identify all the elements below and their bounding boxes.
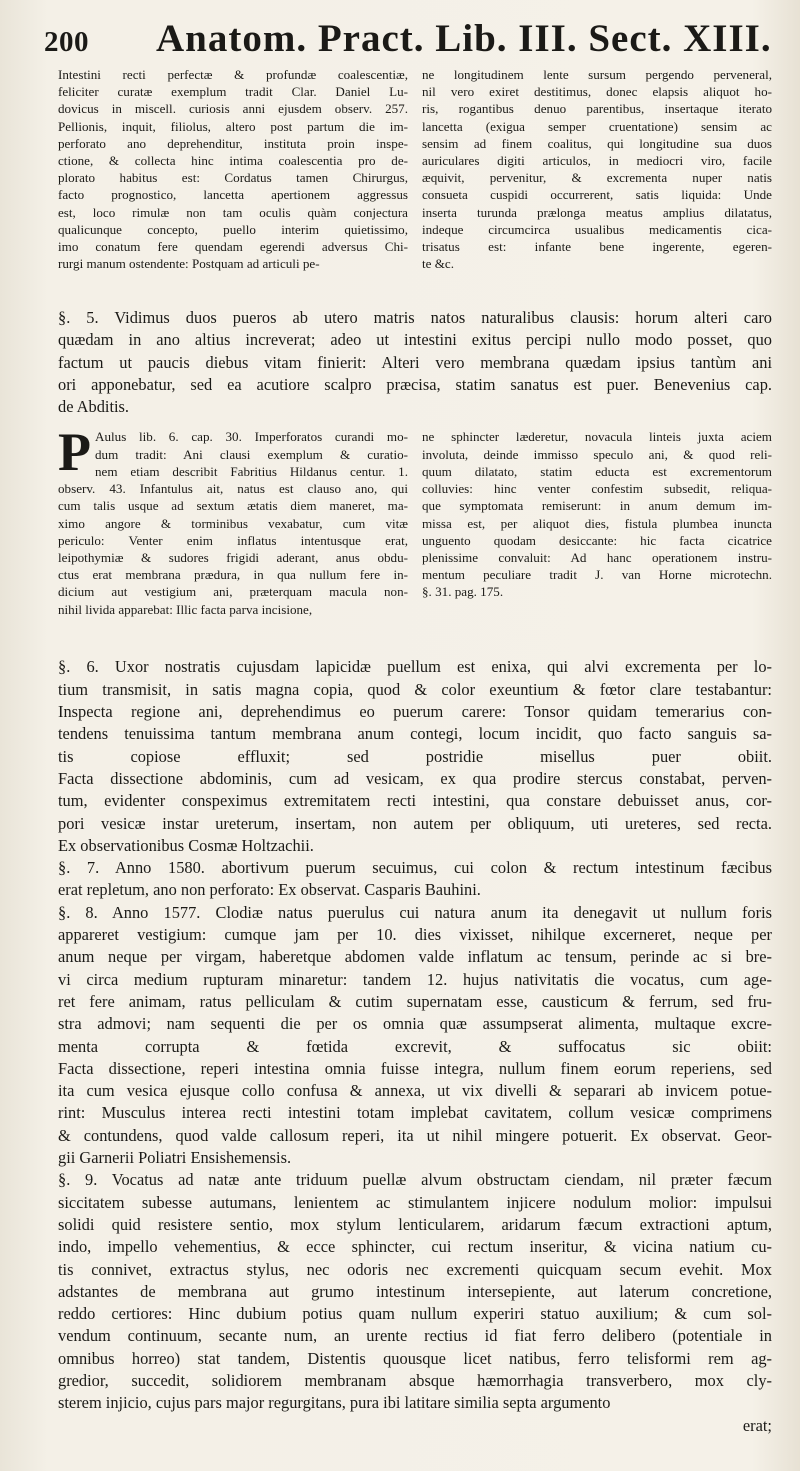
text-line: anum neque per virgam, haberetque abdomen valde inflatum ac tensum, perinde ac si bre- [58, 947, 772, 967]
text-line: quum dilatato, statim educta est excrementorum [422, 463, 772, 479]
text-line: involuta, deinde immisso speculo ani, & quod reli- [422, 446, 772, 462]
text-line: §. 9. Vocatus ad natæ ante triduum puellæ alvum obstructam ciendam, nil præter fæcum [58, 1170, 772, 1190]
text-line: dum tradit: Ani clausi exemplum & curatio- [95, 446, 408, 462]
text-line: menta corrupta & fœtida excrevit, & suffocatus sic obiit: [58, 1036, 772, 1056]
text-line: Facta dissectione, reperi intestina omnia fuisse integra, nullum finem eorum reperiens, sed [58, 1058, 772, 1078]
text-line: tis connivet, extractus stylus, nec odoris nec excrementi quicquam secum evehit. Mox [58, 1259, 772, 1279]
text-line: inserta turunda prælonga meatus amplius dilatatus, [422, 204, 772, 220]
text-line: factum ut paucis diebus vitam finierit: Alteri vero membrana quædam ipsius tantùm ani [58, 352, 772, 372]
text-line: gii Garnerii Poliatri Ensishemensis. [58, 1148, 292, 1168]
text-line: plorato habitus est: Cordatus tamen Chirurgus, [58, 170, 408, 186]
text-line: quædam in ano altius increverat; adeo ut intestini exitus percipi nullo modo posset, quo [58, 330, 772, 350]
text-line: ori apponebatur, sed ea acutiore scalpro præcisa, statim sanatus est puer. Benevenius cap. [58, 374, 772, 394]
section-9 [58, 1169, 772, 1414]
text-line: mentum peculiare tradit J. van Horne microtechn. [422, 567, 772, 583]
text-line: rint: Musculus interea recti intestini totam implebat cavitatem, collum vesicæ comprimens [58, 1103, 772, 1123]
text-line: nem etiam describit Fabritius Hildanus centur. 1. [95, 463, 408, 479]
text-line: tendens tenuissima tantum membrana anum contegi, locum incidit, quo facto sanguis sa- [58, 724, 772, 744]
text-line: lancetta (exigua semper cruentatione) sensim ac [422, 118, 772, 134]
text-line: dovicus in miscell. curiosis anni ejusdem observ. 257. [58, 101, 408, 117]
text-line: te &c. [422, 256, 454, 272]
text-line: erat repletum, ano non perforato: Ex observat. Casparis Bauhini. [58, 880, 481, 900]
text-line: nil vero exiret destitimus, donec elapsis aliquot ho- [422, 84, 772, 100]
text-line: tum, evidenter conspeximus extremitatem recti intestini, qua constare debuisset anus, cor- [58, 791, 772, 811]
text-line: ctus erat membrana prædura, in qua nullum fere in- [58, 567, 408, 583]
text-line: omnibus horreo) stat tandem, Distentis quousque licet natibus, ferro telisformi rem ag- [58, 1348, 772, 1368]
column-right [422, 428, 772, 646]
column-right [422, 66, 772, 301]
text-line: de Abditis. [58, 397, 130, 417]
text-line: ita cum vesica ejusque collo confusa & annexa, ut vix divelli & separari ab invicem potue- [58, 1081, 772, 1101]
text-line: indeque circumcirca usualibus medicamentis cica- [422, 221, 772, 237]
text-line: ne longitudinem lente sursum pergendo perveneral, [422, 67, 772, 82]
text-line: vi circa medium rupturam minaretur: tandem 12. hujus nativitatis die vocatus, cum age- [58, 969, 772, 989]
text-line: est, loco rimulæ non tam oculis quàm conjectura [58, 204, 408, 220]
text-line: appareret vestigium: cumque jam per 10. dies vixisset, nihilque excerneret, neque per [58, 925, 772, 945]
text-line: §. 31. pag. 175. [422, 584, 504, 600]
text-line: periculo: Venter enim inflatus intentusque erat, [58, 532, 408, 548]
catchword: erat; [742, 1415, 772, 1435]
page-number: 200 [44, 26, 89, 58]
text-line: sterem injicio, cujus pars major regurgitans, pura ibi latitare similia septa argumento [58, 1393, 611, 1413]
text-line: leipothymiæ & sudores frigidi aderant, anus obdu- [58, 549, 408, 565]
page-body [58, 66, 772, 1437]
text-line: cum talis usque ad sextum ætatis diem maneret, ma- [58, 498, 408, 514]
text-line: Ex observationibus Cosmæ Holtzachii. [58, 835, 314, 855]
text-line: §. 6. Uxor nostratis cujusdam lapicidæ puellum est enixa, qui alvi excrementa per lo- [58, 657, 772, 677]
two-column-block-2 [58, 428, 772, 646]
text-line: Intestini recti perfectæ & profundæ coalescentiæ, [58, 67, 408, 82]
column-left [58, 66, 408, 301]
text-line: æquivit, pervenitur, & excrementa nuper natis [422, 170, 772, 186]
drop-cap: P [58, 428, 91, 483]
section-5 [58, 307, 772, 418]
text-line: feliciter curatæ exemplum tradit Clar. Daniel Lu- [58, 84, 408, 100]
page-header [44, 14, 772, 66]
text-line: reddo certiores: Hinc dubium potius quam nullum experiri statuo auxilium; & cum sol- [58, 1304, 772, 1324]
text-line: imo conatum fere quendam egerendi adversus Chi- [58, 239, 408, 255]
text-line: tis copiose effluxit; sed postridie misellus puer obiit. [58, 746, 772, 766]
text-line: rurgi manum ostendente: Postquam ad articuli pe- [58, 256, 320, 272]
text-line: perforato ano deprehenditur, instituta proin inspe- [58, 135, 408, 151]
text-line: ximo angore & torminibus vexabatur, cum vitæ [58, 515, 408, 531]
text-line: Aulus lib. 6. cap. 30. Imperforatos curandi mo- [95, 429, 408, 445]
text-line: que symptomata remiserunt: in anum demum im- [422, 498, 772, 514]
section-6 [58, 656, 772, 857]
text-line: adstantes de membrana aut grumo intestinum intersepiente, aut laterum concretione, [58, 1281, 772, 1301]
text-line: Facta dissectione abdominis, cum ad vesicam, ex qua prodire stercus constabat, perven- [58, 768, 772, 788]
text-line: consueta cuspidi occurrerent, satis liquida: Unde [422, 187, 772, 203]
two-column-block-1 [58, 66, 772, 301]
text-line: §. 7. Anno 1580. abortivum puerum secuimus, cui colon & rectum intestinum fæcibus [58, 858, 772, 878]
text-line: sensim ad finem coalitus, qui longitudine sua duos [422, 135, 772, 151]
text-line: stra admovi; nam sequenti die per os omnia quæ assumpserat alimenta, multaque excre- [58, 1014, 772, 1034]
text-line: solidi quid resistere sentio, mox stylum lenticularem, aridarum fæcum extractioni aptum, [58, 1214, 772, 1234]
text-line: tium transmisit, in satis magna copia, quod & color exeuntium & fœtor clare testabantur: [58, 679, 772, 699]
column-left [58, 428, 408, 646]
text-line: Inspecta regione ani, deprehendimus eo puerum carere: Tonsor quidam temerarius con- [58, 702, 772, 722]
running-head: Anatom. Pract. Lib. III. Sect. XIII. [156, 17, 772, 60]
text-line: Pellionis, inquit, filiolus, altero post partum die im- [58, 118, 408, 134]
text-line: ris, rogantibus denuo parentibus, insertaque iterato [422, 101, 772, 117]
text-line: ctione, & collecta hinc intima coalescentia pro de- [58, 153, 408, 169]
text-line: auriculares digiti articulos, in mediocri viro, facile [422, 153, 772, 169]
section-7 [58, 857, 772, 902]
text-line: facto prognostico, lancetta apertionem aggressus [58, 187, 408, 203]
text-line: ret fere animam, ratus pelliculam & cutim supernatam esse, causticum & ferrum, sed fru- [58, 991, 772, 1011]
text-line: indo, impello vehementius, & ecce sphincter, cui rectum inseritur, & vicina natium cu- [58, 1237, 772, 1257]
text-line: pori vesicæ instar ureterum, insertam, non autem per obliquum, uti ureteres, sed recta. [58, 813, 772, 833]
text-line: vendum continuum, secante num, an urente rectius id fiat ferro delibero (potentiale in [58, 1326, 772, 1346]
text-line: qualicunque concepto, puello interim quietissimo, [58, 221, 408, 237]
text-line: missa est, per aliquot dies, fistula plumbea inuncta [422, 515, 772, 531]
text-line: plenissime convaluit: Ad hanc operationem instru- [422, 549, 772, 565]
text-line: colluvies: hinc venter confestim subsedit, reliqua- [422, 481, 772, 497]
text-line: §. 5. Vidimus duos pueros ab utero matris natos naturalibus clausis: horum alteri caro [58, 308, 772, 327]
text-line: unguento quodam desiccante: hic facta cicatrice [422, 532, 772, 548]
text-line: observ. 43. Infantulus ait, natus est clauso ano, qui [58, 481, 408, 497]
text-line: §. 8. Anno 1577. Clodiæ natus puerulus cui natura anum ita denegavit ut nullum foris [58, 902, 772, 922]
catchword-row [58, 1415, 772, 1437]
text-line: gredior, succedit, solidiorem membranam absque hæmorrhagia transverbero, mox cly- [58, 1370, 772, 1390]
text-line: trisatus est: infante bene ingerente, egeren- [422, 239, 772, 255]
text-line: & contundens, quod valde callosum reperi, ita ut nihil mingere potuerit. Ex observat. Geor- [58, 1125, 772, 1145]
section-8 [58, 902, 772, 1170]
text-line: dicium aut vestigium ani, præterquam macula non- [58, 584, 408, 600]
text-line: nihil livida apparebat: Illic facta parva incisione, [58, 601, 313, 617]
text-line: siccitatem subesse autumans, lenientem ac stimulantem injicere nodulum molior: impulsui [58, 1192, 772, 1212]
text-line: ne sphincter læderetur, novacula linteis juxta aciem [422, 429, 772, 445]
